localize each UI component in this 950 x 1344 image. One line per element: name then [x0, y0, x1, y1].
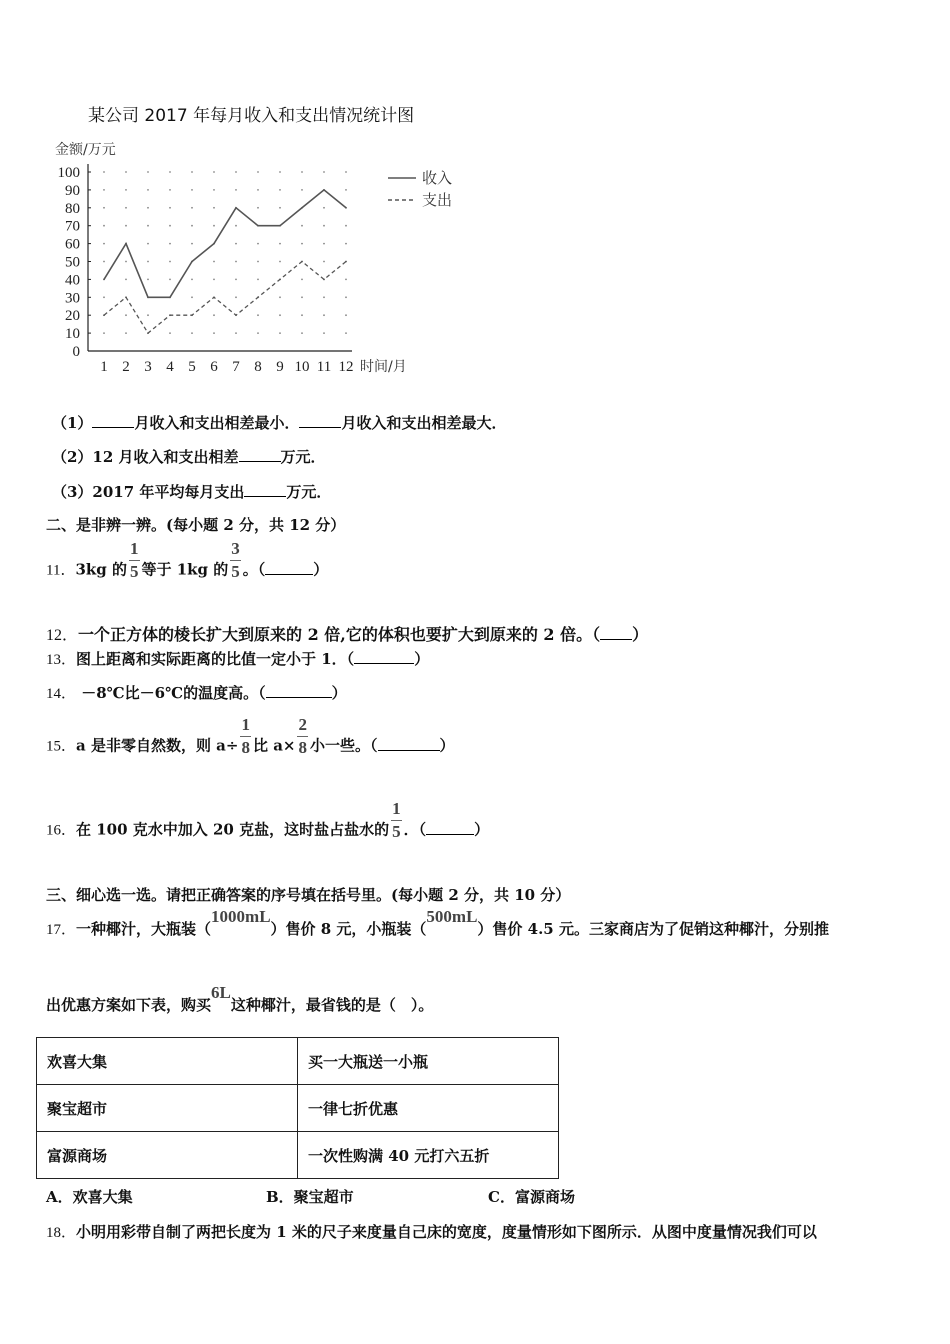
data-point	[147, 332, 149, 334]
grid-dot	[147, 243, 149, 245]
grid-dot	[169, 332, 171, 334]
grid-dot	[235, 189, 237, 191]
grid-dot	[103, 332, 105, 334]
x-tick-label: 6	[210, 359, 218, 375]
y-tick-label: 10	[65, 326, 80, 343]
data-point	[279, 279, 281, 281]
grid-dot	[235, 225, 237, 227]
grid-dot	[301, 314, 303, 316]
data-point	[257, 297, 259, 299]
question-2: （2）12 月收入和支出相差 万元．	[52, 448, 326, 466]
series-line-expense	[104, 262, 346, 334]
table-cell: 富源商场	[37, 1132, 298, 1179]
question-3: （3）2017 年平均每月支出 万元．	[52, 483, 332, 501]
question-15: 15．a 是非零自然数，则 a÷ $\frac{1}{8}$ 比 a× $\frac{2}{8}$ 小一些。（ ）	[46, 715, 455, 757]
grid-dot	[235, 296, 237, 298]
grid-dot	[257, 171, 259, 173]
grid-dot	[125, 225, 127, 227]
data-point	[169, 314, 171, 316]
section-3-heading: 三、细心选一选。请把正确答案的序号填在括号里。(每小题 2 分，共 10 分）	[46, 886, 571, 904]
grid-dot	[323, 296, 325, 298]
grid-dot	[301, 225, 303, 227]
question-12: 12．一个正方体的棱长扩大到原来的 2 倍,它的体积也要扩大到原来的 2 倍。（ ）	[46, 625, 649, 644]
grid-dot	[323, 261, 325, 263]
grid-dot	[323, 243, 325, 245]
question-16: 16．在 100 克水中加入 20 克盐，这时盐占盐水的 $\frac{1}{5}$ ．（ ）	[46, 799, 490, 841]
grid-dot	[345, 296, 347, 298]
chart-title: 某公司 2017 年每月收入和支出情况统计图	[88, 106, 415, 126]
grid-dot	[213, 261, 215, 263]
data-point	[301, 207, 303, 209]
x-axis-label: 时间/月	[360, 359, 407, 375]
grid-dot	[191, 207, 193, 209]
x-tick-label: 3	[144, 359, 152, 375]
y-tick-label: 40	[65, 272, 80, 289]
data-point	[345, 207, 347, 209]
grid-dot	[301, 332, 303, 334]
table-cell: 聚宝超市	[37, 1085, 298, 1132]
table-row	[37, 1038, 559, 1085]
grid-dot	[147, 207, 149, 209]
data-point	[301, 261, 303, 263]
option-b[interactable]: B．聚宝超市	[266, 1188, 354, 1206]
grid-dot	[169, 261, 171, 263]
data-point	[213, 243, 215, 245]
table-cell: 一律七折优惠	[298, 1085, 559, 1132]
table-row	[37, 1085, 559, 1132]
option-c[interactable]: C．富源商场	[488, 1188, 575, 1206]
grid-dot	[323, 207, 325, 209]
grid-dot	[103, 261, 105, 263]
x-tick-label: 8	[254, 359, 262, 375]
y-tick-label: 20	[65, 308, 80, 325]
question-17-line1: 17．一种椰汁，大瓶装（1000mL）售价 8 元，小瓶装（500mL）售价 4.5 元。三家商店为了促销这种椰汁，分别推	[46, 907, 829, 938]
grid-dot	[257, 261, 259, 263]
grid-dot	[345, 279, 347, 281]
grid-dot	[235, 171, 237, 173]
fraction-2-8: $\frac{2}{8}$	[298, 715, 307, 757]
y-tick-label: 80	[65, 200, 80, 217]
grid-dot	[125, 332, 127, 334]
question-11: 11．3kg 的 $\frac{1}{5}$ 等于 1kg 的 $\frac{3}{5}$ 。（ ）	[46, 539, 329, 581]
option-a[interactable]: A．欢喜大集	[46, 1188, 133, 1206]
data-point	[323, 189, 325, 191]
question-17-line2: 出优惠方案如下表，购买6L这种椰汁，最省钱的是（ ）。	[46, 983, 434, 1014]
grid-dot	[191, 279, 193, 281]
grid-dot	[323, 171, 325, 173]
grid-dot	[103, 243, 105, 245]
grid-dot	[125, 314, 127, 316]
x-tick-label: 10	[294, 359, 310, 375]
grid-dot	[147, 261, 149, 263]
x-tick-label: 7	[232, 359, 240, 375]
y-tick-label: 0	[72, 344, 80, 360]
data-point	[257, 225, 259, 227]
data-point	[169, 297, 171, 299]
legend-label: 支出	[422, 191, 453, 209]
question-1: （1） 月收入和支出相差最小． 月收入和支出相差最大．	[52, 414, 507, 432]
grid-dot	[301, 279, 303, 281]
grid-dot	[125, 279, 127, 281]
grid-dot	[103, 189, 105, 191]
fraction-1-8: $\frac{1}{8}$	[241, 715, 250, 757]
grid-dot	[323, 314, 325, 316]
y-tick-label: 100	[57, 165, 80, 181]
x-tick-label: 11	[316, 359, 332, 375]
grid-dot	[169, 243, 171, 245]
grid-dot	[301, 189, 303, 191]
grid-dot	[257, 332, 259, 334]
y-tick-label: 50	[65, 254, 80, 271]
grid-dot	[345, 189, 347, 191]
x-tick-label: 9	[276, 359, 284, 375]
table-cell: 买一大瓶送一小瓶	[298, 1038, 559, 1085]
data-point	[191, 261, 193, 263]
grid-dot	[279, 171, 281, 173]
grid-dot	[125, 171, 127, 173]
grid-dot	[323, 225, 325, 227]
grid-dot	[279, 261, 281, 263]
grid-dot	[345, 332, 347, 334]
grid-dot	[213, 279, 215, 281]
table-cell: 欢喜大集	[37, 1038, 298, 1085]
grid-dot	[169, 207, 171, 209]
grid-dot	[301, 243, 303, 245]
section-2-heading: 二、是非辨一辨。(每小题 2 分，共 12 分）	[46, 516, 346, 534]
grid-dot	[257, 243, 259, 245]
discount-table	[36, 1037, 559, 1179]
table-cell: 一次性购满 40 元打六五折	[298, 1132, 559, 1179]
y-tick-label: 30	[65, 290, 80, 307]
grid-dot	[191, 332, 193, 334]
data-point	[103, 279, 105, 281]
grid-dot	[191, 243, 193, 245]
grid-dot	[279, 332, 281, 334]
table-row	[37, 1132, 559, 1179]
grid-dot	[235, 243, 237, 245]
grid-dot	[345, 225, 347, 227]
grid-dot	[191, 296, 193, 298]
question-13: 13．图上距离和实际距离的比值一定小于 1．（ ）	[46, 650, 430, 668]
grid-dot	[213, 314, 215, 316]
grid-dot	[279, 207, 281, 209]
data-point	[125, 243, 127, 245]
grid-dot	[213, 171, 215, 173]
grid-dot	[213, 332, 215, 334]
grid-dot	[235, 332, 237, 334]
line-chart	[50, 132, 470, 382]
grid-dot	[147, 314, 149, 316]
x-tick-label: 12	[338, 359, 354, 375]
data-point	[125, 297, 127, 299]
data-point	[279, 225, 281, 227]
grid-dot	[191, 171, 193, 173]
question-18: 18．小明用彩带自制了两把长度为 1 米的尺子来度量自己床的宽度，度量情形如下图所示．从图中度量情况我们可以	[46, 1223, 817, 1241]
grid-dot	[279, 189, 281, 191]
grid-dot	[345, 171, 347, 173]
data-point	[191, 314, 193, 316]
fraction-1-5: $\frac{1}{5}$	[130, 539, 139, 581]
grid-dot	[191, 225, 193, 227]
grid-dot	[147, 189, 149, 191]
y-tick-label: 70	[65, 218, 80, 235]
grid-dot	[103, 171, 105, 173]
grid-dot	[323, 332, 325, 334]
grid-dot	[125, 207, 127, 209]
grid-dot	[103, 207, 105, 209]
data-point	[345, 261, 347, 263]
grid-dot	[257, 314, 259, 316]
series-line-income	[104, 190, 346, 297]
grid-dot	[147, 279, 149, 281]
x-tick-label: 5	[188, 359, 196, 375]
data-point	[235, 314, 237, 316]
question-14: 14． －8℃比－6℃的温度高。（ ）	[46, 684, 347, 702]
x-tick-label: 4	[166, 359, 174, 375]
grid-dot	[103, 296, 105, 298]
grid-dot	[257, 207, 259, 209]
grid-dot	[279, 314, 281, 316]
grid-dot	[147, 171, 149, 173]
grid-dot	[169, 189, 171, 191]
data-point	[235, 207, 237, 209]
grid-dot	[213, 207, 215, 209]
y-tick-label: 60	[65, 236, 80, 253]
grid-dot	[279, 243, 281, 245]
grid-dot	[125, 261, 127, 263]
grid-dot	[257, 189, 259, 191]
data-point	[213, 297, 215, 299]
grid-dot	[257, 279, 259, 281]
grid-dot	[345, 314, 347, 316]
x-tick-label: 1	[100, 359, 108, 375]
x-tick-label: 2	[122, 359, 130, 375]
grid-dot	[301, 171, 303, 173]
data-point	[147, 297, 149, 299]
y-axis-label: 金额/万元	[55, 142, 116, 158]
grid-dot	[235, 261, 237, 263]
grid-dot	[345, 243, 347, 245]
fraction-3-5: $\frac{3}{5}$	[231, 539, 240, 581]
fraction-1-5-salt: $\frac{1}{5}$	[392, 799, 401, 841]
grid-dot	[169, 279, 171, 281]
data-point	[323, 279, 325, 281]
grid-dot	[301, 296, 303, 298]
data-point	[103, 314, 105, 316]
grid-dot	[147, 225, 149, 227]
grid-dot	[191, 189, 193, 191]
legend-label: 收入	[422, 169, 453, 187]
grid-dot	[235, 279, 237, 281]
grid-dot	[279, 296, 281, 298]
grid-dot	[169, 225, 171, 227]
grid-dot	[213, 225, 215, 227]
y-tick-label: 90	[65, 182, 80, 199]
grid-dot	[103, 225, 105, 227]
grid-dot	[213, 189, 215, 191]
grid-dot	[169, 171, 171, 173]
grid-dot	[125, 189, 127, 191]
